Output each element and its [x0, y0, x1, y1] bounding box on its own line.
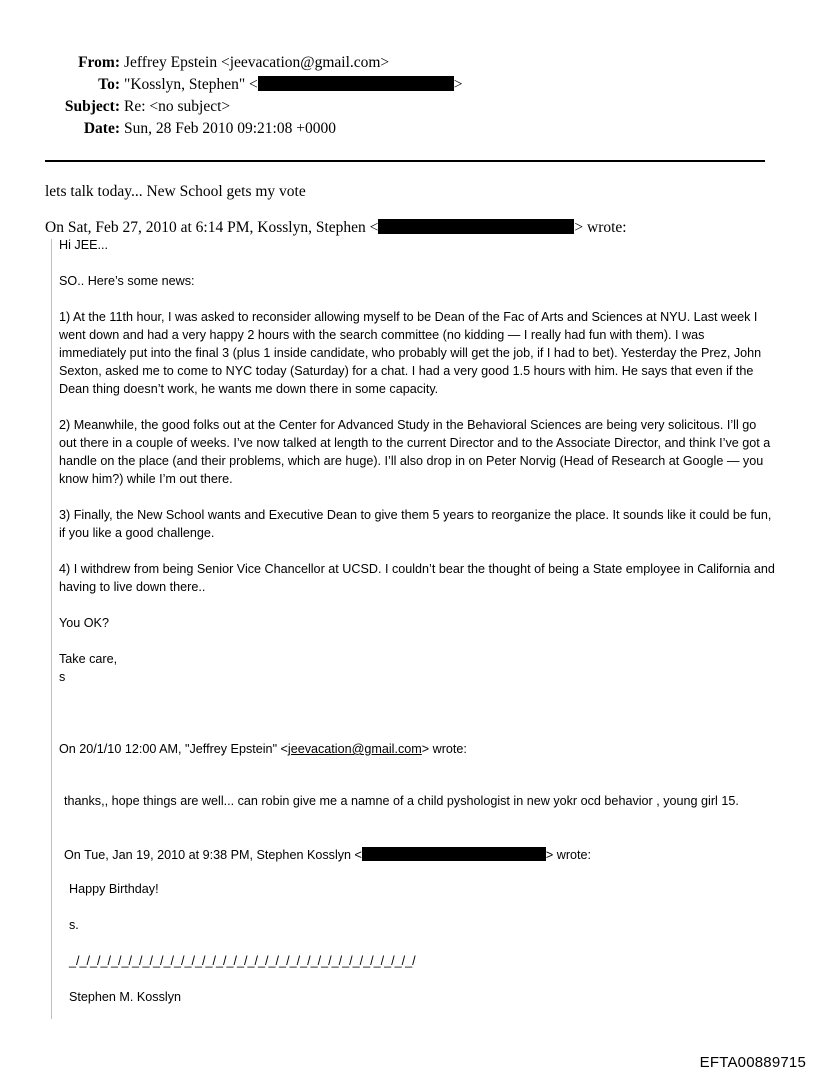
question: You OK? — [59, 616, 109, 630]
subject-row — [0, 98, 230, 116]
paragraph-2: 2) Meanwhile, the good folks out at the Center for Advanced Study in the Behavioral Sciences are being very solicitous. I’ll go out there in a couple of weeks. I’ve now talked at length to the current Director and to the Associate Director, and think I’ve got a handle on the place (and their problems, which are huge). I’ll also drop in on Peter Norvig (Head of Research at Google — you know him?) while I’m out there. — [59, 418, 771, 486]
quoted-message-3 — [69, 880, 775, 1006]
initial: s. — [69, 918, 79, 932]
paragraph-4: 4) I withdrew from being Senior Vice Chancellor at UCSD. I couldn’t bear the thought of being a State employee in California and having to live down there.. — [59, 562, 775, 594]
to-prefix: "Kosslyn, Stephen" < — [124, 76, 258, 93]
signoff: Take care, — [59, 652, 118, 666]
quoted-attribution-1 — [59, 740, 775, 758]
redaction-box — [378, 219, 574, 234]
message-body: thanks,, hope things are well... can robin give me a namne of a child pyshologist in new yokr ocd behavior , young girl 15. — [64, 794, 739, 808]
from-row — [0, 54, 389, 72]
greeting: Hi JEE... — [59, 238, 108, 252]
quoted-message-2 — [64, 792, 775, 810]
quoted-message-1 — [59, 236, 775, 686]
date-value: Sun, 28 Feb 2010 09:21:08 +0000 — [124, 120, 336, 137]
reply-attribution — [45, 219, 627, 237]
to-row — [0, 76, 463, 94]
attribution-prefix: On Tue, Jan 19, 2010 at 9:38 PM, Stephen Kosslyn < — [64, 848, 362, 862]
header-divider — [45, 160, 765, 162]
from-value: Jeffrey Epstein <jeevacation@gmail.com> — [124, 54, 390, 71]
signature-separator: _/_/_/_/_/_/_/_/_/_/_/_/_/_/_/_/_/_/_/_/_/_/_/_/_/_/_/_/_/_/_/_/_/ — [69, 954, 416, 968]
paragraph-3: 3) Finally, the New School wants and Executive Dean to give them 5 years to reorganize the place. It sounds like it could be fun, if you like a good challenge. — [59, 508, 772, 540]
attribution-suffix: > wrote: — [545, 848, 592, 862]
attribution-prefix: On 20/1/10 12:00 AM, "Jeffrey Epstein" < — [59, 742, 288, 756]
redaction-box — [258, 76, 454, 91]
to-suffix: > — [453, 76, 463, 93]
quoted-attribution-2 — [64, 846, 775, 864]
attribution-suffix: > wrote: — [421, 742, 467, 756]
email-link[interactable]: jeevacation@gmail.com — [287, 742, 422, 756]
redaction-box — [362, 847, 546, 861]
initial: s — [59, 670, 66, 684]
to-label: To: — [98, 76, 120, 93]
subject-label: Subject: — [64, 98, 120, 115]
bates-stamp: EFTA00889715 — [699, 1054, 806, 1071]
greeting: Happy Birthday! — [69, 882, 159, 896]
intro: SO.. Here’s some news: — [59, 274, 195, 288]
signature-name: Stephen M. Kosslyn — [69, 990, 182, 1004]
from-label: From: — [78, 54, 120, 71]
quote-bar — [51, 239, 52, 1019]
reply-body: lets talk today... New School gets my vote — [45, 183, 306, 200]
to-value — [120, 76, 463, 93]
reply-attribution-suffix: > wrote: — [574, 219, 627, 236]
subject-value: Re: <no subject> — [124, 98, 231, 115]
date-row — [0, 120, 336, 138]
reply-attribution-prefix: On Sat, Feb 27, 2010 at 6:14 PM, Kosslyn, Stephen < — [45, 219, 379, 236]
paragraph-1: 1) At the 11th hour, I was asked to reconsider allowing myself to be Dean of the Fac of Arts and Sciences at NYU. Last week I went down and had a very happy 2 hours with the search committee (no kidding — I really had fun with them). I was immediately put into the final 3 (plus 1 inside candidate, who probably will get the job, if I had to bet). Yesterday the Prez, John Sexton, asked me to come to NYC today (Saturday) for a chat. I had a very good 1.5 hours with him. He says that even if the Dean thing doesn’t work, he wants me down there in some capacity. — [59, 310, 762, 396]
date-label: Date: — [83, 120, 120, 137]
